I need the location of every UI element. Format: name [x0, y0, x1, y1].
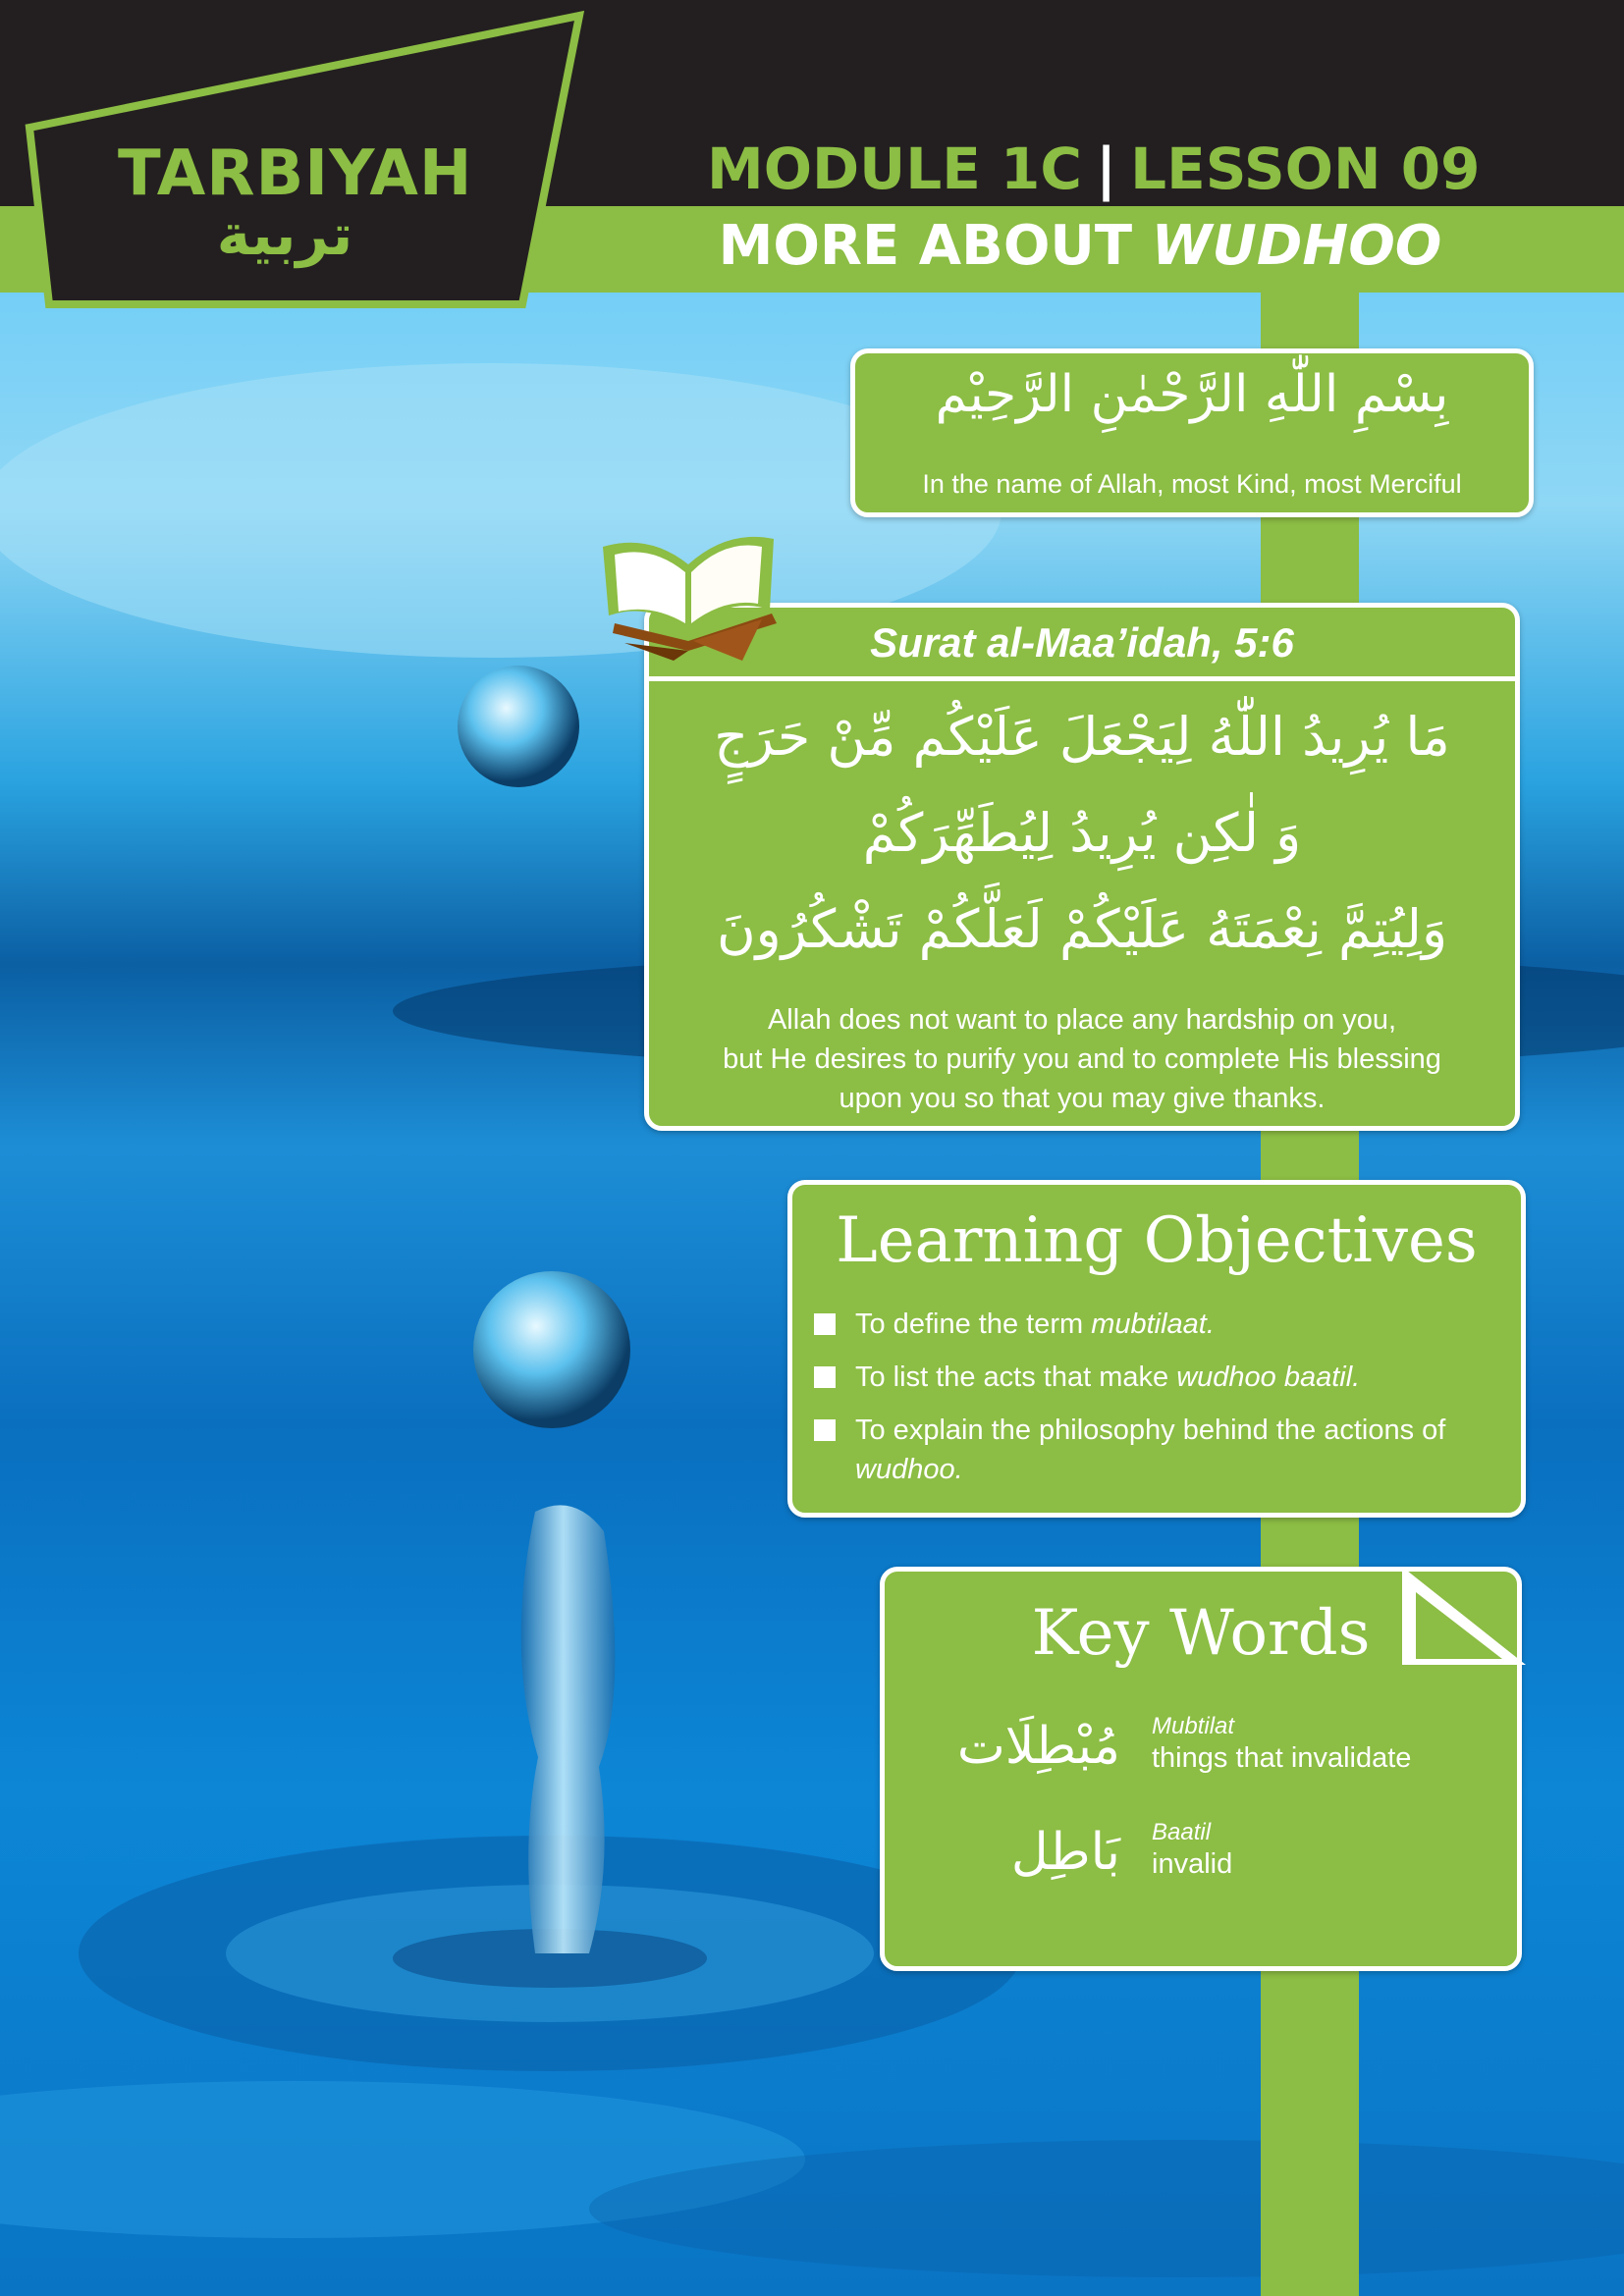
keyword-definition: invalid	[1152, 1848, 1233, 1880]
page-fold-icon	[1394, 1563, 1532, 1671]
objective-emphasis: wudhoo baatil.	[1176, 1362, 1361, 1393]
translation-line: upon you so that you may give thanks.	[839, 1083, 1326, 1114]
ayah-line-3: وَلِيُتِمَّ نِعْمَتَهُ عَلَيْكُمْ لَعَلَّكُمْ تَشْكُرُونَ	[716, 898, 1448, 960]
objective-item	[806, 1358, 1493, 1397]
keyword-arabic: مُبْطِلَات	[956, 1717, 1120, 1776]
keyword-arabic: بَاطِل	[1010, 1823, 1120, 1882]
open-quran-icon	[595, 525, 782, 663]
learning-objectives-panel	[787, 1180, 1526, 1518]
heading-separator: |	[1095, 135, 1117, 202]
lesson-title-emphasis: WUDHOO	[1151, 214, 1442, 278]
logo-title: TARBIYAH	[118, 137, 473, 210]
objective-text: To explain the philosophy behind the actions of	[855, 1415, 1446, 1446]
surah-divider	[649, 676, 1515, 681]
objective-item	[806, 1411, 1493, 1489]
square-bullet-icon	[814, 1419, 836, 1441]
objective-emphasis: mubtilaat.	[1091, 1308, 1215, 1340]
bismillah-arabic: بِسْمِ اللّٰهِ الرَّحْمٰنِ الرَّحِيْم	[935, 365, 1449, 424]
lesson-label: LESSON 09	[1130, 135, 1481, 202]
objective-text: To define the term	[855, 1308, 1092, 1340]
lesson-title	[687, 214, 1473, 278]
surah-panel	[644, 603, 1520, 1131]
ayah-line-2: وَ لٰكِن يُرِيدُ لِيُطَهِّرَكُمْ	[862, 802, 1302, 864]
ayah-line-1: مَا يُرِيدُ اللّٰهُ لِيَجْعَلَ عَلَيْكُم مِّنْ حَرَجٍ	[714, 706, 1450, 768]
square-bullet-icon	[814, 1313, 836, 1335]
keyword-definition: things that invalidate	[1152, 1742, 1412, 1774]
module-lesson-heading	[707, 135, 1481, 202]
lesson-title-prefix: MORE ABOUT	[718, 214, 1152, 278]
bismillah-panel	[850, 348, 1534, 517]
key-words-title: Key Words	[1031, 1597, 1371, 1670]
objective-item	[806, 1305, 1493, 1344]
translation-line: but He desires to purify you and to complete His blessing	[723, 1043, 1441, 1075]
objective-text: To list the acts that make	[855, 1362, 1177, 1393]
ayah-translation	[649, 1000, 1515, 1118]
objectives-list	[806, 1305, 1493, 1503]
surah-title: Surat al-Maa’idah, 5:6	[870, 619, 1294, 666]
square-bullet-icon	[814, 1366, 836, 1388]
keyword-term: Mubtilat	[1152, 1713, 1235, 1739]
translation-line: Allah does not want to place any hardship on you,	[767, 1004, 1397, 1036]
bismillah-translation: In the name of Allah, most Kind, most Merciful	[922, 469, 1462, 499]
objective-emphasis: wudhoo.	[855, 1454, 963, 1485]
keyword-term: Baatil	[1152, 1819, 1212, 1845]
objectives-title: Learning Objectives	[836, 1204, 1478, 1277]
logo-arabic-title: تربية	[216, 201, 353, 268]
module-label: MODULE 1C	[707, 135, 1082, 202]
